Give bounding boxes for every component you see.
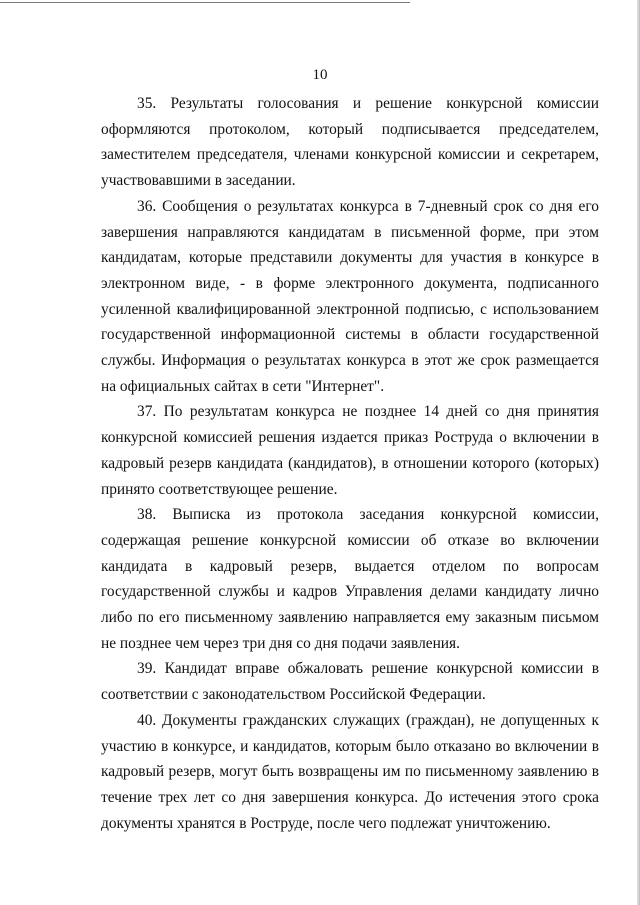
top-rule <box>0 2 410 3</box>
paragraph-36: 36. Сообщения о результатах конкурса в 7-дневный срок со дня его завершения направляются кандидатам в письменной форме, при этом кандидатам, которые представили документы для участия в конкурсе в электронном виде, - в форме электронного документа, подписанного усиленной квалифицированной электронной подписью, с использованием государственной информационной системы в области государственной службы. Информация о результатах конкурса в этот же срок размещается на официальных сайтах в сети "Интернет". <box>101 197 599 395</box>
paragraph-39: 39. Кандидат вправе обжаловать решение конкурсной комиссии в соответствии с законодательством Российской Федерации. <box>101 660 599 704</box>
paragraph-37: 37. По результатам конкурса не позднее 14 дней со дня принятия конкурсной комиссией решения издается приказ Роструда о включении в кадровый резерв кандидата (кандидатов), в отношении которого (которых) принято соответствующее решение. <box>101 403 599 498</box>
document-body <box>101 91 599 836</box>
page-number: 10 <box>312 67 328 83</box>
paragraph-35: 35. Результаты голосования и решение конкурсной комиссии оформляются протоколом, который подписывается председателем, заместителем председателя, членами конкурсной комиссии и секретарем, участвовавшими в заседании. <box>101 95 599 190</box>
paragraph-38: 38. Выписка из протокола заседания конкурсной комиссии, содержащая решение конкурсной комиссии об отказе во включении кандидата в кадровый резерв, выдается отделом по вопросам государственной службы и кадров Управления делами кандидату лично либо по его письменному заявлению направляется ему заказным письмом не позднее чем через три дня со дня подачи заявления. <box>101 506 599 652</box>
paragraph-40: 40. Документы гражданских служащих (граждан), не допущенных к участию в конкурсе, и кандидатов, которым было отказано во включении в кадровый резерв, могут быть возвращены им по письменному заявлению в течение трех лет со дня завершения конкурса. До истечения этого срока документы хранятся в Роструде, после чего подлежат уничтожению. <box>101 711 599 832</box>
